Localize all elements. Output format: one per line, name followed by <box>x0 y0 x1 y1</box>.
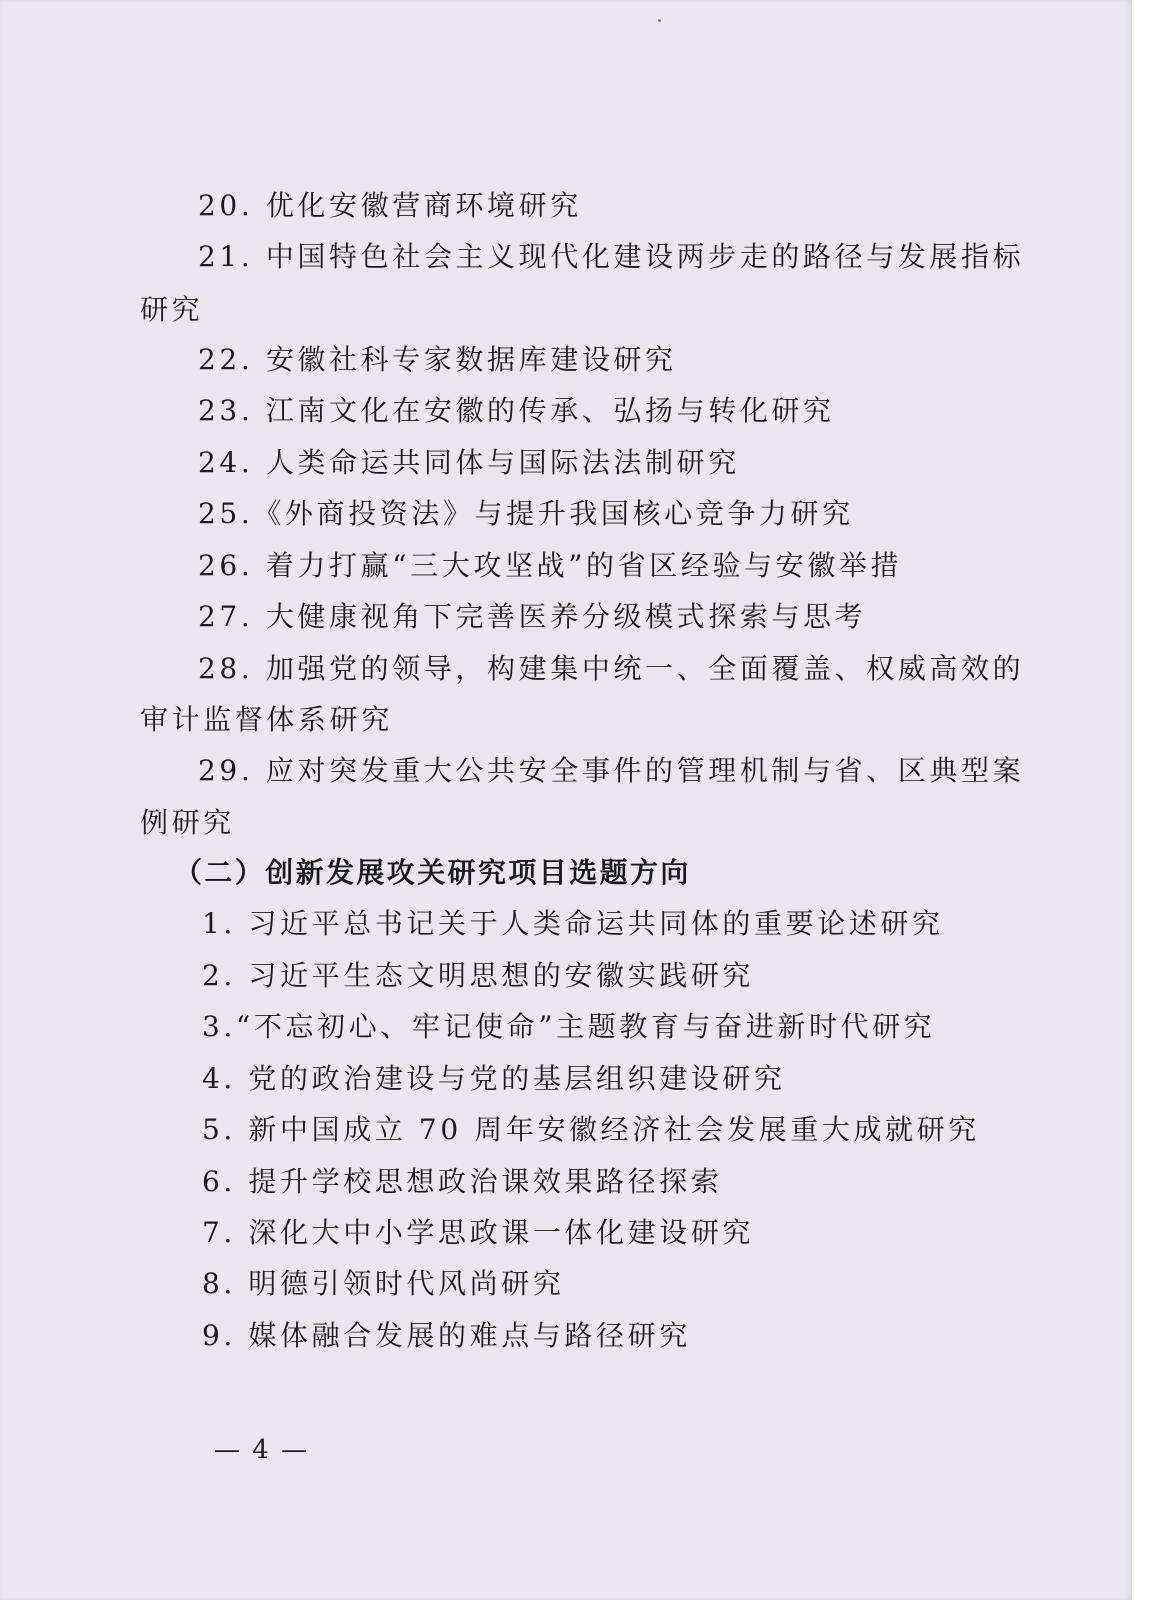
section-heading: （二）创新发展攻关研究项目选题方向 <box>174 856 691 889</box>
list-item: 27. 大健康视角下完善医养分级模式探索与思考 <box>198 600 867 633</box>
list-item: 9. 媒体融合发展的难点与路径研究 <box>202 1319 691 1352</box>
page-number: — 4 — <box>214 1435 310 1465</box>
list-item: 2. 习近平生态文明思想的安徽实践研究 <box>202 959 755 992</box>
list-item-continuation: 审计监督体系研究 <box>140 703 393 736</box>
list-item: 25.《外商投资法》与提升我国核心竞争力研究 <box>198 497 854 530</box>
list-item: 22. 安徽社科专家数据库建设研究 <box>198 343 677 376</box>
scan-speck <box>658 19 661 22</box>
list-item-continuation: 例研究 <box>140 806 235 839</box>
list-item: 21. 中国特色社会主义现代化建设两步走的路径与发展指标 <box>198 240 1025 273</box>
list-item: 8. 明德引领时代风尚研究 <box>202 1267 565 1300</box>
list-item: 20. 优化安徽营商环境研究 <box>198 189 582 222</box>
list-item: 29. 应对突发重大公共安全事件的管理机制与省、区典型案 <box>198 754 1025 787</box>
list-item: 5. 新中国成立 70 周年安徽经济社会发展重大成就研究 <box>202 1113 980 1146</box>
list-item: 28. 加强党的领导，构建集中统一、全面覆盖、权威高效的 <box>198 652 1025 685</box>
scan-margin <box>1132 0 1165 1600</box>
list-item: 4. 党的政治建设与党的基层组织建设研究 <box>202 1062 786 1095</box>
list-item: 24. 人类命运共同体与国际法法制研究 <box>198 446 740 479</box>
list-item: 1. 习近平总书记关于人类命运共同体的重要论述研究 <box>202 907 944 940</box>
list-item: 23. 江南文化在安徽的传承、弘扬与转化研究 <box>198 394 835 427</box>
list-item-continuation: 研究 <box>140 293 204 326</box>
list-item: 7. 深化大中小学思政课一体化建设研究 <box>202 1216 755 1249</box>
list-item: 3.“不忘初心、牢记使命”主题教育与奋进新时代研究 <box>202 1010 936 1043</box>
list-item: 6. 提升学校思想政治课效果路径探索 <box>202 1165 723 1198</box>
list-item: 26. 着力打赢“三大攻坚战”的省区经验与安徽举措 <box>198 549 903 582</box>
